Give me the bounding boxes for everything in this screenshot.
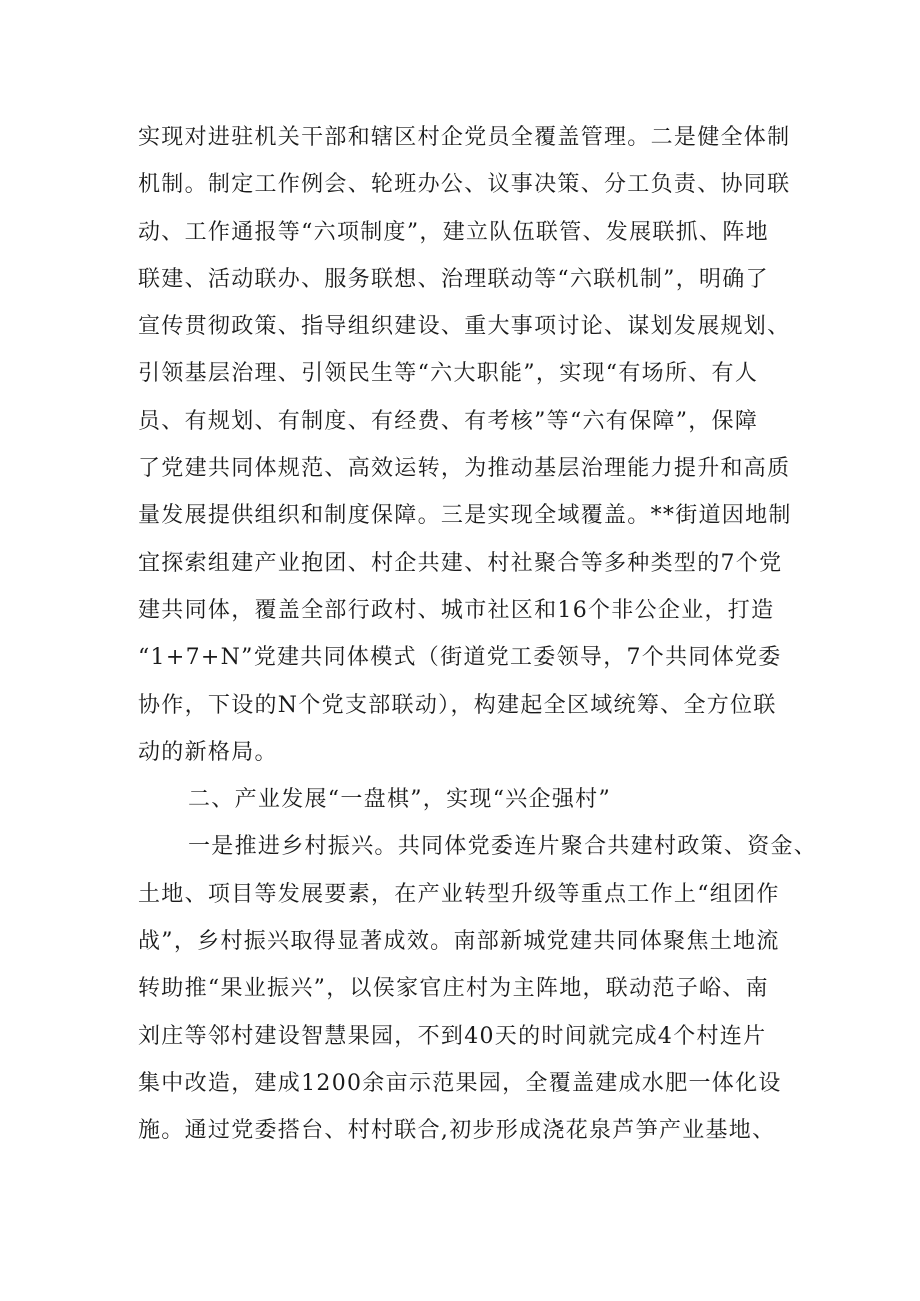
body-line: 了党建共同体规范、高效运转，为推动基层治理能力提升和高质 <box>138 456 791 482</box>
body-line: “1+7+N”党建共同体模式（街道党工委领导，7个共同体党委 <box>138 645 782 671</box>
body-line: 集中改造，建成1200余亩示范果园，全覆盖建成水肥一体化设 <box>138 1070 782 1096</box>
body-line: 动、工作通报等“六项制度”，建立队伍联管、发展联抓、阵地 <box>138 219 769 245</box>
body-line: 机制。制定工作例会、轮班办公、议事决策、分工负责、协同联 <box>138 172 791 198</box>
body-line: 宣传贯彻政策、指导组织建设、重大事项讨论、谋划发展规划、 <box>138 314 791 340</box>
body-line: 转助推“果业振兴”，以侯家官庄村为主阵地，联动范子峪、南 <box>138 976 769 1002</box>
body-line: 协作，下设的N个党支部联动），构建起全区域统筹、全方位联 <box>138 692 777 718</box>
body-line: 引领基层治理、引领民生等“六大职能”，实现“有场所、有人 <box>138 361 759 387</box>
body-line: 实现对进驻机关干部和辖区村企党员全覆盖管理。二是健全体制 <box>138 125 791 150</box>
section-heading: 二、产业发展“一盘棋”，实现“兴企强村” <box>188 787 611 813</box>
body-line: 建共同体，覆盖全部行政村、城市社区和16个非公企业，打造 <box>138 597 775 623</box>
body-line: 量发展提供组织和制度保障。三是实现全域覆盖。**街道因地制 <box>138 503 792 529</box>
body-line: 员、有规划、有制度、有经费、有考核”等“六有保障”，保障 <box>138 408 759 434</box>
body-line: 刘庄等邻村建设智慧果园，不到40天的时间就完成4个村连片 <box>138 1023 767 1049</box>
body-line: 土地、项目等发展要素，在产业转型升级等重点工作上“组团作 <box>138 881 780 907</box>
body-line: 联建、活动联办、服务联想、治理联动等“六联机制”，明确了 <box>138 266 769 292</box>
document-body <box>138 114 818 1155</box>
body-line: 动的新格局。 <box>138 739 278 765</box>
body-line: 战”，乡村振兴取得显著成效。南部新城党建共同体聚焦土地流 <box>138 929 780 955</box>
body-line: 宜探索组建产业抱团、村企共建、村社聚合等多种类型的7个党 <box>138 550 783 576</box>
paragraph-first-line: 一是推进乡村振兴。共同体党委连片聚合共建村政策、资金、 <box>188 834 818 860</box>
body-line: 施。通过党委搭台、村村联合,初步形成浇花泉芦笋产业基地、 <box>138 1118 776 1144</box>
